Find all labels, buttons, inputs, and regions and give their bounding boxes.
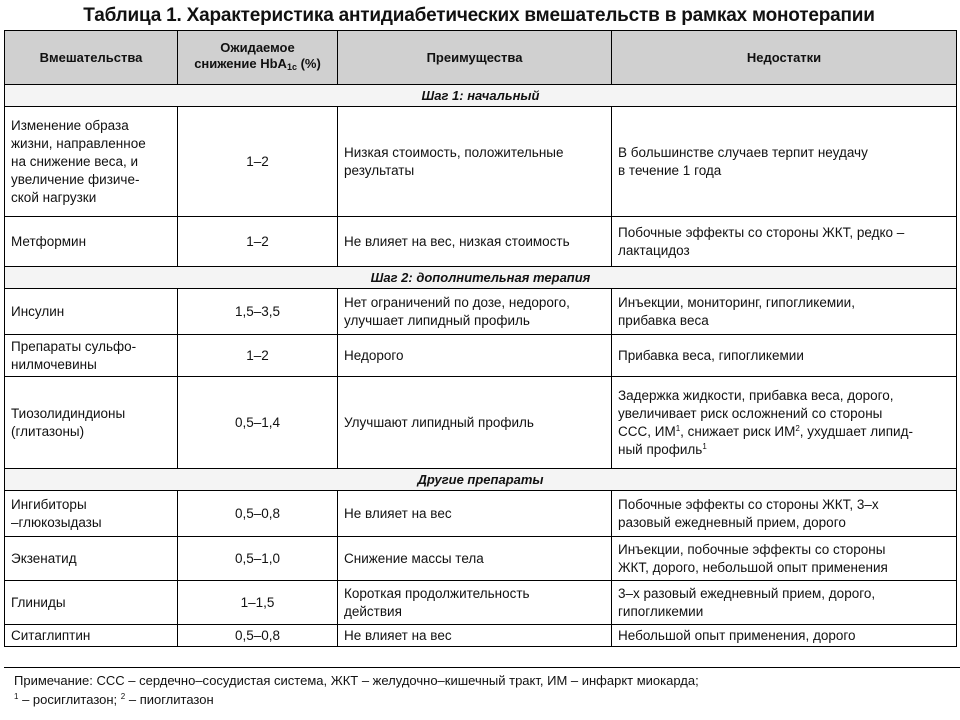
note-text2: – пиоглитазон [125, 692, 214, 707]
intervention-cell: Инсулин [5, 289, 178, 335]
disadvantages-text-b: , снижает риск ИМ [680, 423, 796, 439]
table-row [5, 107, 957, 217]
header-reduction-line1: Ожидаемое [220, 40, 295, 55]
footnote-mark: 1 [702, 441, 707, 451]
reduction-cell: 1–2 [178, 335, 338, 377]
header-advantages: Преимущества [338, 31, 612, 85]
footnote-mark: 2 [795, 423, 800, 433]
intervention-cell: Ситаглиптин [5, 625, 178, 647]
other-label: Другие препараты [5, 469, 957, 491]
advantages-cell: Не влияет на вес [338, 625, 612, 647]
reduction-cell: 0,5–1,4 [178, 377, 338, 469]
disadvantages-cell: Инъекции, побочные эффекты со стороны ЖКТ, дорого, небольшой опыт применения [612, 537, 957, 581]
disadvantages-cell: Побочные эффекты со стороны ЖКТ, 3–х разовый ежедневный прием, дорого [612, 491, 957, 537]
reduction-cell: 0,5–0,8 [178, 491, 338, 537]
advantages-cell: Не влияет на вес [338, 491, 612, 537]
advantages-cell: Нет ограничений по дозе, недорого, улучшает липидный профиль [338, 289, 612, 335]
advantages-cell: Короткая продолжительность действия [338, 581, 612, 625]
step-2-label: Шаг 2: дополнительная терапия [5, 267, 957, 289]
table-note [4, 667, 960, 709]
table-title: Таблица 1. Характеристика антидиабетических вмешательств в рамках монотерапии [83, 5, 875, 26]
intervention-cell: Метформин [5, 217, 178, 267]
reduction-cell: 1,5–3,5 [178, 289, 338, 335]
disadvantages-cell: 3–х разовый ежедневный прием, дорого, гипогликемии [612, 581, 957, 625]
header-reduction-unit: (%) [296, 56, 321, 71]
header-reduction [178, 31, 338, 85]
advantages-cell: Не влияет на вес, низкая стоимость [338, 217, 612, 267]
advantages-cell: Улучшают липидный профиль [338, 377, 612, 469]
disadvantages-cell: Инъекции, мониторинг, гипогликемии, прибавка веса [612, 289, 957, 335]
note-text1: – росиглитазон; [18, 692, 121, 707]
header-intervention: Вмешательства [5, 31, 178, 85]
footnote-mark: 1 [14, 692, 19, 701]
intervention-cell: Ингибиторы –глюкозыдазы [5, 491, 178, 537]
step-row [5, 267, 957, 289]
intervention-cell: Препараты сульфо- нилмочевины [5, 335, 178, 377]
disadvantages-cell: Побочные эффекты со стороны ЖКТ, редко – лактацидоз [612, 217, 957, 267]
step-row [5, 469, 957, 491]
intervention-cell: Экзенатид [5, 537, 178, 581]
footnote-mark: 2 [120, 692, 126, 701]
header-reduction-text: снижение HbA [194, 56, 287, 71]
table-row [5, 217, 957, 267]
header-row [5, 31, 957, 85]
header-reduction-sub: 1c [286, 62, 297, 72]
therapy-table [4, 30, 957, 647]
reduction-cell: 0,5–1,0 [178, 537, 338, 581]
advantages-cell: Снижение массы тела [338, 537, 612, 581]
intervention-cell: Изменение образа жизни, направленное на снижение веса, и увеличение физиче- ской нагрузки [5, 107, 178, 217]
intervention-cell: Тиозолидиндионы (глитазоны) [5, 377, 178, 469]
reduction-cell: 1–2 [178, 107, 338, 217]
table-row [5, 289, 957, 335]
disadvantages-text-c: , ухудшает липид- ный профиль [618, 423, 913, 457]
disadvantages-cell: В большинстве случаев терпит неудачу в течение 1 года [612, 107, 957, 217]
intervention-cell: Глиниды [5, 581, 178, 625]
table-row [5, 491, 957, 537]
table-row [5, 335, 957, 377]
table-row [5, 625, 957, 647]
disadvantages-text-a: Задержка жидкости, прибавка веса, дорого, увеличивает риск осложнений со стороны ССС, ИМ [618, 387, 894, 439]
footnote-mark: 1 [675, 423, 681, 433]
table-row [5, 537, 957, 581]
step-1-label: Шаг 1: начальный [5, 85, 957, 107]
table-row [5, 581, 957, 625]
disadvantages-cell: Небольшой опыт применения, дорого [612, 625, 957, 647]
note-line1: Примечание: ССС – сердечно–сосудистая система, ЖКТ – желудочно–кишечный тракт, ИМ – инфаркт миокарда; [14, 673, 699, 688]
step-row [5, 85, 957, 107]
header-reduction-line2 [194, 56, 321, 71]
reduction-cell: 1–1,5 [178, 581, 338, 625]
disadvantages-cell [612, 377, 957, 469]
disadvantages-cell: Прибавка веса, гипогликемии [612, 335, 957, 377]
reduction-cell: 1–2 [178, 217, 338, 267]
header-disadvantages: Недостатки [612, 31, 957, 85]
table-row [5, 377, 957, 469]
advantages-cell: Низкая стоимость, положительные результаты [338, 107, 612, 217]
advantages-cell: Недорого [338, 335, 612, 377]
reduction-cell: 0,5–0,8 [178, 625, 338, 647]
